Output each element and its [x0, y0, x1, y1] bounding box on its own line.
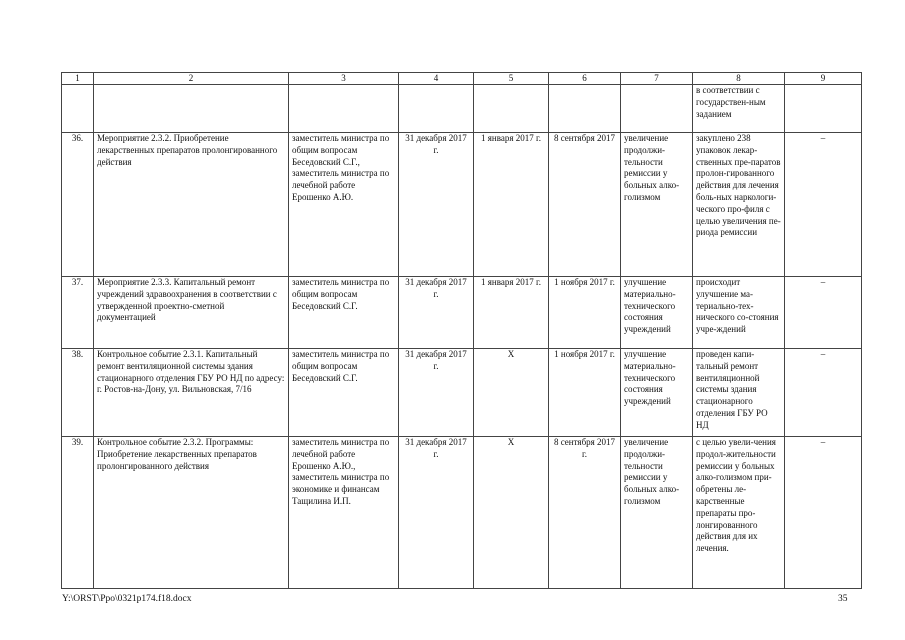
- table-row: [62, 437, 862, 589]
- col-header: 5: [474, 73, 549, 85]
- col-header: 6: [549, 73, 621, 85]
- cell-plan-end: 31 декабря 2017 г.: [399, 133, 474, 277]
- cell-number: 38.: [62, 349, 94, 437]
- cell-responsible: заместитель министра по общим вопросам Беседовский С.Г., заместитель министра по лечебной работе Ерошенко А.Ю.: [289, 133, 399, 277]
- cell-name: Мероприятие 2.3.3. Капитальный ремонт учреждений здравоохранения в соответствии с утвержденной проектно-сметной документацией: [94, 277, 289, 349]
- cell-result-plan: увеличение продолжи-тельности ремиссии у больных алко-голизмом: [621, 133, 693, 277]
- cell-responsible: заместитель министра по общим вопросам Беседовский С.Г.: [289, 349, 399, 437]
- cell-plan-end: 31 декабря 2017 г.: [399, 277, 474, 349]
- cell-result-fact: происходит улучшение ма-териально-тех-нического со-стояния учре-ждений: [693, 277, 785, 349]
- cell-problems: –: [785, 133, 862, 277]
- cell-fact-end: 8 сентября 2017: [549, 133, 621, 277]
- cell-fact-start: Х: [474, 349, 549, 437]
- cell-number: 39.: [62, 437, 94, 589]
- cell-problems: –: [785, 349, 862, 437]
- cell-number: 37.: [62, 277, 94, 349]
- cell-result-fact: с целью увели-чения продол-жительности ремиссии у больных алко-голизмом при-обретены ле-карственные препараты про-лонгированного действия для их лечения.: [693, 437, 785, 589]
- cell-problems: –: [785, 437, 862, 589]
- continuation-row: [62, 85, 862, 133]
- cell-plan-end: 31 декабря 2017 г.: [399, 349, 474, 437]
- cell-result-fact: закуплено 238 упаковок лекар-ственных пре-паратов пролон-гированного действия для лечения боль-ных наркологи-ческого про-филя с целью увеличения пе-риода ремиссии: [693, 133, 785, 277]
- cell-result-plan: увеличение продолжи-тельности ремиссии у больных алко-голизмом: [621, 437, 693, 589]
- cell-fact-end: 1 ноября 2017 г.: [549, 277, 621, 349]
- page-number: 35: [838, 594, 848, 604]
- col-header: 8: [693, 73, 785, 85]
- cell-name: Контрольное событие 2.3.2. Программы: Приобретение лекарственных препаратов пролонгированного действия: [94, 437, 289, 589]
- cell-fact-end: 8 сентября 2017 г.: [549, 437, 621, 589]
- cell-problems: –: [785, 277, 862, 349]
- document-path: Y:\ORST\Ppo\0321p174.f18.docx: [62, 594, 192, 604]
- table-row: [62, 349, 862, 437]
- cell-fact-end: 1 ноября 2017 г.: [549, 349, 621, 437]
- cell-fact-start: Х: [474, 437, 549, 589]
- cell-responsible: заместитель министра по общим вопросам Беседовский С.Г.: [289, 277, 399, 349]
- cell-result-plan: улучшение материально-технического состояния учреждений: [621, 349, 693, 437]
- col-header: 9: [785, 73, 862, 85]
- column-number-row: [62, 73, 862, 85]
- cell-fact-start: 1 января 2017 г.: [474, 277, 549, 349]
- col-header: 7: [621, 73, 693, 85]
- cell-responsible: заместитель министра по лечебной работе Ерошенко А.Ю., заместитель министра по экономике и финансам Тащилина И.П.: [289, 437, 399, 589]
- col-header: 1: [62, 73, 94, 85]
- cell-result-fact: проведен капи-тальный ремонт вентиляционной системы здания стационарного отделения ГБУ РО НД: [693, 349, 785, 437]
- col-header: 4: [399, 73, 474, 85]
- cell-plan-end: 31 декабря 2017 г.: [399, 437, 474, 589]
- cell-result-fact: в соответствии с государствен-ным заданием: [693, 85, 785, 133]
- table-row: [62, 277, 862, 349]
- cell-result-plan: улучшение материально-технического состояния учреждений: [621, 277, 693, 349]
- table-row: [62, 133, 862, 277]
- cell-name: Контрольное событие 2.3.1. Капитальный ремонт вентиляционной системы здания стационарного отделения ГБУ РО НД по адресу: г. Ростов-на-Дону, ул. Вильновская, 7/16: [94, 349, 289, 437]
- col-header: 3: [289, 73, 399, 85]
- col-header: 2: [94, 73, 289, 85]
- cell-fact-start: 1 января 2017 г.: [474, 133, 549, 277]
- cell-number: 36.: [62, 133, 94, 277]
- report-table: [61, 72, 862, 589]
- cell-name: Мероприятие 2.3.2. Приобретение лекарственных препаратов пролонгированного действия: [94, 133, 289, 277]
